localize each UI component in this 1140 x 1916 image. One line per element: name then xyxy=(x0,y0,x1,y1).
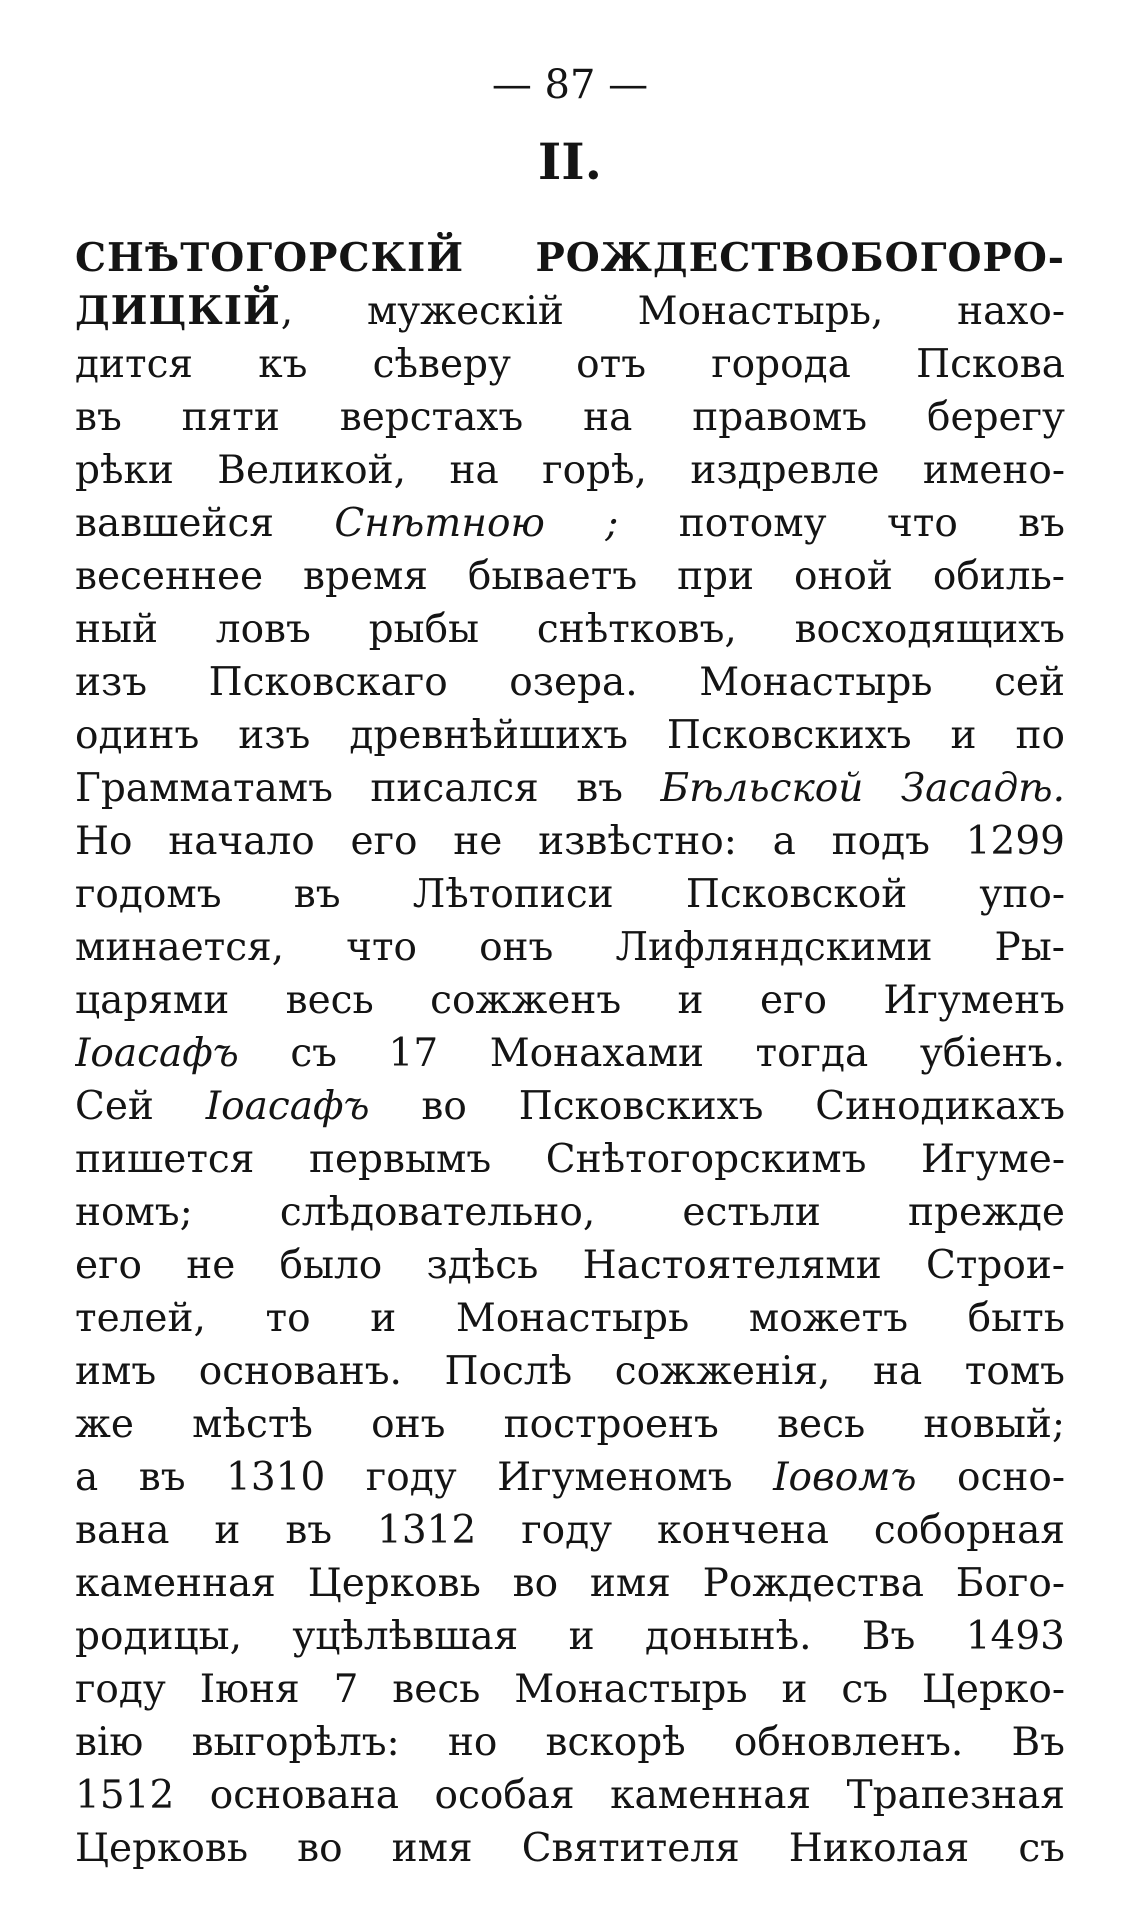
text-line xyxy=(75,762,1065,815)
text-line xyxy=(75,391,1065,444)
text-line xyxy=(75,815,1065,868)
text-line xyxy=(75,921,1065,974)
text-segment: каменная Церковь во имя Рождества Бого- xyxy=(75,1561,1065,1606)
text-segment: Грамматамъ писался въ xyxy=(75,766,661,811)
text-segment: СНѢТОГОРСКІЙ РОЖДЕСТВОБОГОРО- xyxy=(75,235,1065,281)
text-segment: 1512 основана особая каменная Трапезная xyxy=(75,1773,1065,1818)
text-line xyxy=(75,1398,1065,1451)
text-line xyxy=(75,232,1065,285)
text-line xyxy=(75,868,1065,921)
text-line xyxy=(75,1239,1065,1292)
text-line xyxy=(75,1080,1065,1133)
text-segment: родицы, уцѣлѣвшая и донынѣ. Въ 1493 xyxy=(75,1614,1065,1659)
text-line xyxy=(75,1769,1065,1822)
text-line xyxy=(75,1451,1065,1504)
text-segment: вана и въ 1312 году кончена соборная xyxy=(75,1508,1065,1553)
text-segment: съ 17 Монахами тогда убіенъ. xyxy=(238,1031,1065,1076)
text-segment: Церковь во имя Святителя Николая съ xyxy=(75,1826,1065,1871)
text-segment: осно- xyxy=(916,1455,1065,1500)
text-segment: телей, то и Монастырь можетъ быть xyxy=(75,1296,1065,1341)
text-line xyxy=(75,656,1065,709)
text-line xyxy=(75,1027,1065,1080)
text-segment: во Псковскихъ Синодикахъ xyxy=(369,1084,1065,1129)
text-line xyxy=(75,709,1065,762)
text-segment: пишется первымъ Снѣтогорскимъ Игуме- xyxy=(75,1137,1065,1182)
text-segment: его не было здѣсь Настоятелями Строи- xyxy=(75,1243,1065,1288)
text-segment: а въ 1310 году Игуменомъ xyxy=(75,1455,774,1500)
text-line xyxy=(75,1557,1065,1610)
text-segment: годомъ въ Лѣтописи Псковской упо- xyxy=(75,872,1065,917)
text-segment: изъ Псковскаго озера. Монастырь сей xyxy=(75,660,1065,705)
text-segment: одинъ изъ древнѣйшихъ Псковскихъ и по xyxy=(75,713,1065,758)
text-segment: имъ основанъ. Послѣ сожженія, на томъ xyxy=(75,1349,1065,1394)
text-segment: ДИЦКІЙ xyxy=(75,288,281,334)
text-segment: вавшейся xyxy=(75,501,335,546)
text-segment: Бѣльской Засадѣ. xyxy=(660,766,1065,811)
text-segment: царями весь сожженъ и его Игуменъ xyxy=(75,978,1065,1023)
text-line xyxy=(75,974,1065,1027)
text-line xyxy=(75,1292,1065,1345)
body-text xyxy=(75,232,1065,1875)
text-line xyxy=(75,1186,1065,1239)
text-segment: ный ловъ рыбы снѣтковъ, восходящихъ xyxy=(75,607,1065,652)
text-line xyxy=(75,1345,1065,1398)
text-segment: Но начало его не извѣстно: а подъ 1299 xyxy=(75,819,1065,864)
text-line xyxy=(75,1716,1065,1769)
text-line xyxy=(75,338,1065,391)
text-segment: Іоасафъ xyxy=(205,1084,370,1129)
text-line xyxy=(75,1610,1065,1663)
text-segment: Іоасафъ xyxy=(75,1031,239,1076)
text-line xyxy=(75,285,1065,338)
text-line xyxy=(75,1822,1065,1875)
text-segment: , мужескій Монастырь, нахо- xyxy=(280,289,1065,334)
text-segment: Сей xyxy=(75,1084,206,1129)
text-line xyxy=(75,1504,1065,1557)
text-line xyxy=(75,444,1065,497)
text-line xyxy=(75,1663,1065,1716)
text-segment: рѣки Великой, на горѣ, издревле имено- xyxy=(75,448,1065,493)
text-segment: вію выгорѣлъ: но вскорѣ обновленъ. Въ xyxy=(75,1720,1065,1765)
text-segment: дится къ сѣверу отъ города Пскова xyxy=(75,342,1065,387)
text-segment: Снѣтною ; xyxy=(334,501,619,546)
text-segment: номъ; слѣдовательно, естьли прежде xyxy=(75,1190,1065,1235)
text-segment: весеннее время бываетъ при оной обиль- xyxy=(75,554,1065,599)
text-segment: въ пяти верстахъ на правомъ берегу xyxy=(75,395,1065,440)
page-number: — 87 — xyxy=(491,62,649,108)
text-segment: же мѣстѣ онъ построенъ весь новый; xyxy=(75,1402,1065,1447)
text-segment: Іовомъ xyxy=(773,1455,917,1500)
text-segment: потому что въ xyxy=(618,501,1065,546)
text-line xyxy=(75,1133,1065,1186)
chapter-heading: II. xyxy=(537,132,603,191)
text-segment: году Іюня 7 весь Монастырь и съ Церко- xyxy=(75,1667,1065,1712)
text-line xyxy=(75,603,1065,656)
text-line xyxy=(75,497,1065,550)
text-segment: минается, что онъ Лифляндскими Ры- xyxy=(75,925,1065,970)
text-line xyxy=(75,550,1065,603)
